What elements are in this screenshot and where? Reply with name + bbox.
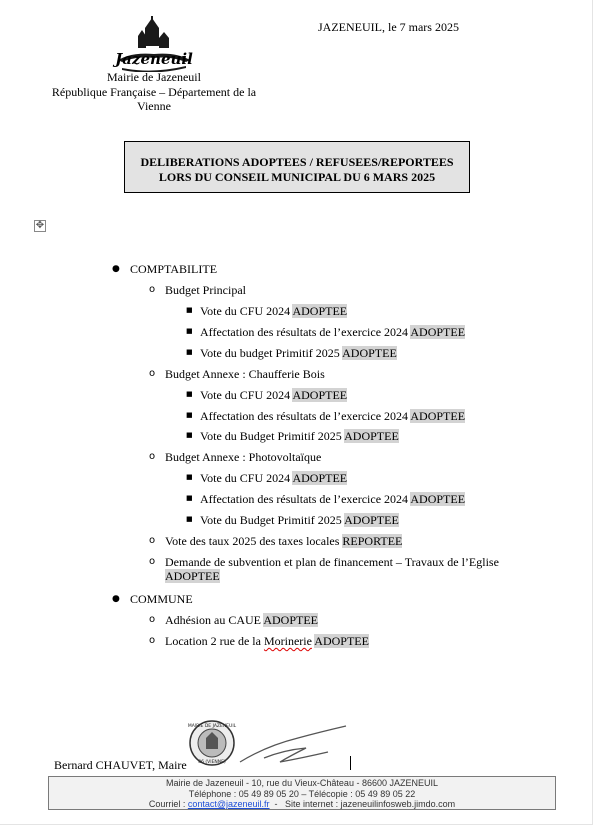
status-badge: ADOPTEE [410,409,466,423]
republique-line: République Française – Département de la [51,84,257,99]
svg-text:Jazeneuil: Jazeneuil [115,50,193,68]
bullet-disc-icon: ● [112,594,120,604]
bullet-circle-icon: o [149,451,156,462]
list-item: Vote du CFU 2024 ADOPTEE [200,388,348,402]
spellcheck-word[interactable]: Morinerie [263,634,312,648]
table-move-handle-icon[interactable]: ✥ [35,220,45,231]
footer-phone: Téléphone : 05 49 89 05 20 – Télécopie : 05 49 89 05 22 [188,788,416,799]
title-line1: DELIBERATIONS ADOPTEES / REFUSEES/REPORTEES [140,155,454,169]
status-badge: ADOPTEE [292,304,348,318]
list-item: Vote du Budget Primitif 2025 ADOPTEE [200,513,399,527]
svg-text:MAIRIE DE JAZENEUIL: MAIRIE DE JAZENEUIL [187,724,237,729]
bullet-circle-icon: o [149,284,156,295]
list-item-subvention: Demande de subvention et plan de financement – Travaux de l’Eglise ADOPTEE [165,555,499,583]
list-item: Vote du budget Primitif 2025 ADOPTEE [200,346,397,360]
document-date: JAZENEUIL, le 7 mars 2025 [318,20,459,34]
text-cursor [350,756,351,770]
svg-text:86 (VIENNE): 86 (VIENNE) [198,760,226,765]
jazeneuil-logo [112,16,196,72]
status-badge: REPORTEE [342,534,403,548]
list-item-caue: Adhésion au CAUE ADOPTEE [165,613,319,627]
list-item-taux: Vote des taux 2025 des taxes locales REPORTEE [165,534,403,548]
bullet-square-icon: ■ [186,390,193,398]
title-box [124,141,470,193]
email-link[interactable]: contact@jazeneuil.fr [187,799,270,809]
bullet-square-icon: ■ [186,515,193,523]
status-badge: ADOPTEE [165,569,220,583]
status-badge: ADOPTEE [410,492,466,506]
mayor-signature [236,724,352,768]
subsection-budget-chaufferie: Budget Annexe : Chaufferie Bois [165,367,325,381]
status-badge: ADOPTEE [263,613,319,627]
list-item: Affectation des résultats de l’exercice 2024 ADOPTEE [200,409,466,423]
bullet-circle-icon: o [149,635,156,646]
status-badge: ADOPTEE [314,634,369,648]
list-item-location: Location 2 rue de la Morinerie ADOPTEE [165,634,369,648]
footer-address: Mairie de Jazeneuil - 10, rue du Vieux-Château - 86600 JAZENEUIL [166,778,438,788]
bullet-circle-icon: o [149,368,156,379]
mayor-name: Bernard CHAUVET, Maire [54,758,187,772]
bullet-disc-icon: ● [112,264,120,274]
section-commune: COMMUNE [130,592,193,606]
subsection-budget-photovoltaique: Budget Annexe : Photovoltaïque [165,450,322,464]
status-badge: ADOPTEE [344,429,399,443]
departement-line: Vienne [137,99,171,113]
list-item: Vote du CFU 2024 ADOPTEE [200,304,348,318]
bullet-square-icon: ■ [186,473,193,481]
list-item: Vote du CFU 2024 ADOPTEE [200,471,348,485]
bullet-circle-icon: o [149,556,156,567]
bullet-square-icon: ■ [186,348,193,356]
mairie-block [46,70,262,114]
mairie-name: Mairie de Jazeneuil [107,70,201,84]
bullet-circle-icon: o [149,614,156,625]
status-badge: ADOPTEE [292,388,348,402]
status-badge: ADOPTEE [342,346,397,360]
bullet-square-icon: ■ [186,306,193,314]
bullet-square-icon: ■ [186,494,193,502]
footer-box [48,776,556,810]
section-comptabilite: COMPTABILITE [130,262,218,276]
bullet-square-icon: ■ [186,411,193,419]
subsection-budget-principal: Budget Principal [165,283,246,297]
status-badge: ADOPTEE [344,513,399,527]
footer-contact: Courriel : contact@jazeneuil.fr - Site internet : jazeneuilinfosweb.jimdo.com [148,799,456,809]
bullet-circle-icon: o [149,535,156,546]
bullet-square-icon: ■ [186,327,193,335]
list-item: Affectation des résultats de l’exercice 2024 ADOPTEE [200,492,466,506]
list-item: Vote du Budget Primitif 2025 ADOPTEE [200,429,399,443]
title-line2: LORS DU CONSEIL MUNICIPAL DU 6 MARS 2025 [158,169,436,184]
status-badge: ADOPTEE [292,471,348,485]
status-badge: ADOPTEE [410,325,466,339]
list-item: Affectation des résultats de l’exercice 2024 ADOPTEE [200,325,466,339]
bullet-square-icon: ■ [186,431,193,439]
mairie-seal-stamp [186,718,238,768]
